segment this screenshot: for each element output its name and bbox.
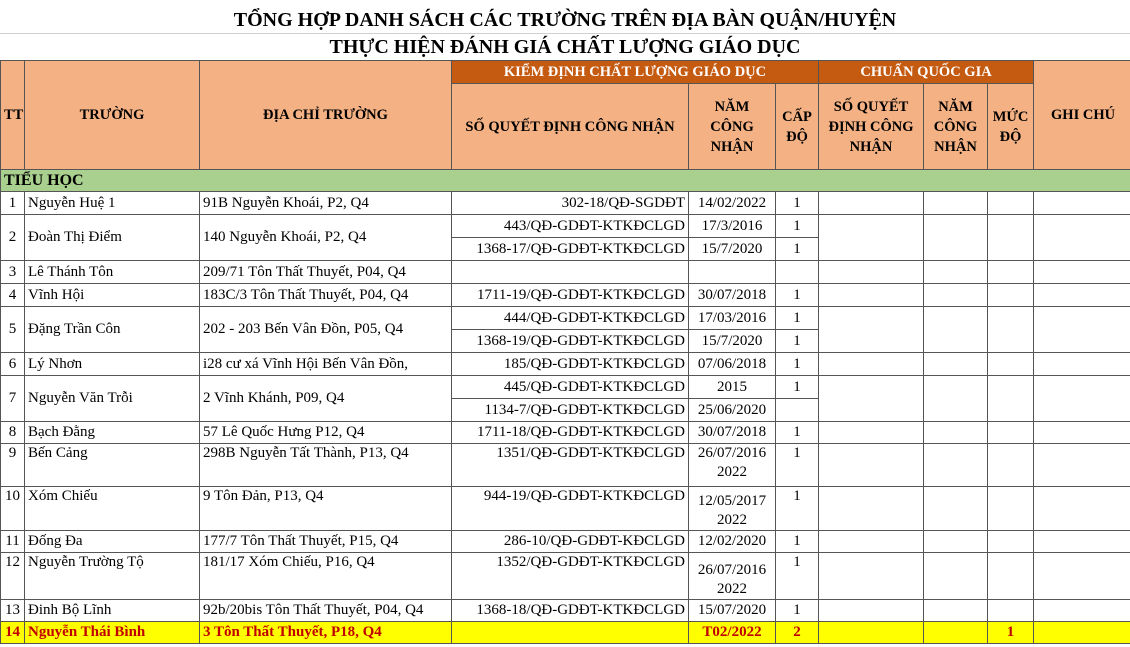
cell-qd: 1352/QĐ-GDĐT-KTKĐCLGD <box>452 553 689 600</box>
header-nam-cong-nhan-cqg: NĂM CÔNG NHẬN <box>924 84 988 170</box>
header-muc-do: MỨC ĐỘ <box>988 84 1034 170</box>
header-tt: TT <box>1 61 25 170</box>
cell-nam: 25/06/2020 <box>689 399 776 422</box>
cell-addr: 2 Vĩnh Khánh, P09, Q4 <box>200 376 452 422</box>
cell-cap: 1 <box>776 238 819 261</box>
cell-cap: 1 <box>776 284 819 307</box>
cell-tt: 4 <box>1 284 25 307</box>
cell-nam: 15/7/2020 <box>689 330 776 353</box>
cell-tt: 12 <box>1 553 25 600</box>
cell-nam: 15/07/2020 <box>689 600 776 622</box>
cell-addr: 9 Tôn Đản, P13, Q4 <box>200 487 452 531</box>
cell-nam <box>689 444 776 487</box>
header-so-quyet-dinh: SỐ QUYẾT ĐỊNH CÔNG NHẬN <box>452 84 689 170</box>
header-nam-cong-nhan: NĂM CÔNG NHẬN <box>689 84 776 170</box>
cell-tt: 7 <box>1 376 25 422</box>
cell-tt: 9 <box>1 444 25 487</box>
cell-name: Lê Thánh Tôn <box>25 261 200 284</box>
cell-nam: 12/02/2020 <box>689 531 776 553</box>
cell-tt: 14 <box>1 622 25 644</box>
cell-name: Đặng Trần Côn <box>25 307 200 353</box>
cell-qd: 944-19/QĐ-GDĐT-KTKĐCLGD <box>452 487 689 531</box>
cell-muc-do: 1 <box>988 622 1034 644</box>
header-cap-do: CẤP ĐỘ <box>776 84 819 170</box>
cell-nam-line2: 2022 <box>717 581 747 597</box>
cell-qd: 445/QĐ-GDĐT-KTKĐCLGD <box>452 376 689 399</box>
cell-addr: 209/71 Tôn Thất Thuyết, P04, Q4 <box>200 261 452 284</box>
cell-tt: 5 <box>1 307 25 353</box>
gridline <box>0 33 1130 34</box>
cell-nam: 2015 <box>689 376 776 399</box>
cell-cap: 1 <box>776 444 819 487</box>
cell-tt: 10 <box>1 487 25 531</box>
cell-nam: 30/07/2018 <box>689 422 776 444</box>
report-title-line-1: TỔNG HỢP DANH SÁCH CÁC TRƯỜNG TRÊN ĐỊA BÀN QUẬN/HUYỆN <box>233 9 897 31</box>
cell-nam: 17/03/2016 <box>689 307 776 330</box>
cell-nam: 15/7/2020 <box>689 238 776 261</box>
cell-addr: 202 - 203 Bến Vân Đồn, P05, Q4 <box>200 307 452 353</box>
cell-cap: 1 <box>776 330 819 353</box>
header-chuan-quoc-gia-group: CHUẨN QUỐC GIA <box>819 61 1034 84</box>
table-row <box>1 422 1130 444</box>
cell-tt: 1 <box>1 192 25 215</box>
header-ghi-chu: GHI CHÚ <box>1034 61 1130 170</box>
cell-qd: 1368-18/QĐ-GDĐT-KTKĐCLGD <box>452 600 689 622</box>
table-row <box>1 192 1130 215</box>
cell-nam <box>689 553 776 600</box>
cell-qd: 444/QĐ-GDĐT-KTKĐCLGD <box>452 307 689 330</box>
cell-addr: i28 cư xá Vĩnh Hội Bến Vân Đồn, <box>200 353 452 376</box>
cell-name: Lý Nhơn <box>25 353 200 376</box>
cell-nam-line1: 26/07/2016 <box>697 562 767 578</box>
cell-addr: 177/7 Tôn Thất Thuyết, P15, Q4 <box>200 531 452 553</box>
cell-qd: 1351/QĐ-GDĐT-KTKĐCLGD <box>452 444 689 487</box>
cell-nam-line2: 2022 <box>717 512 747 528</box>
cell-nam: 14/02/2022 <box>689 192 776 215</box>
cell-nam: T02/2022 <box>689 622 776 644</box>
cell-tt: 13 <box>1 600 25 622</box>
cell-cap: 1 <box>776 353 819 376</box>
cell-name: Nguyễn Huệ 1 <box>25 192 200 215</box>
cell-name: Nguyễn Trường Tộ <box>25 553 200 600</box>
cell-cap: 1 <box>776 531 819 553</box>
cell-name: Đoàn Thị Điểm <box>25 215 200 261</box>
table-row <box>1 487 1130 531</box>
table-row <box>1 215 1130 238</box>
cell-tt: 8 <box>1 422 25 444</box>
table-row <box>1 531 1130 553</box>
cell-name: Xóm Chiếu <box>25 487 200 531</box>
cell-name: Vĩnh Hội <box>25 284 200 307</box>
cell-tt: 11 <box>1 531 25 553</box>
cell-cap: 1 <box>776 553 819 600</box>
table-row <box>1 600 1130 622</box>
cell-name: Đống Đa <box>25 531 200 553</box>
cell-nam-line1: 26/07/2016 <box>697 445 767 461</box>
table-row <box>1 307 1130 330</box>
cell-name: Đinh Bộ Lĩnh <box>25 600 200 622</box>
cell-addr: 57 Lê Quốc Hưng P12, Q4 <box>200 422 452 444</box>
cell-name: Nguyễn Thái Bình <box>25 622 200 644</box>
cell-nam-line1: 12/05/2017 <box>697 493 767 509</box>
cell-qd: 302-18/QĐ-SGDĐT <box>452 192 689 215</box>
table-row-highlighted <box>1 622 1130 644</box>
table-row <box>1 353 1130 376</box>
cell-name: Nguyễn Văn Trỗi <box>25 376 200 422</box>
schools-table <box>0 60 1130 644</box>
cell-qd: 443/QĐ-GDĐT-KTKĐCLGD <box>452 215 689 238</box>
cell-addr: 3 Tôn Thất Thuyết, P18, Q4 <box>200 622 452 644</box>
cell-qd: 1368-17/QĐ-GDĐT-KTKĐCLGD <box>452 238 689 261</box>
header-so-quyet-dinh-cqg: SỐ QUYẾT ĐỊNH CÔNG NHẬN <box>819 84 924 170</box>
header-dia-chi: ĐỊA CHỈ TRƯỜNG <box>200 61 452 170</box>
cell-cap: 1 <box>776 600 819 622</box>
cell-qd: 1711-18/QĐ-GDĐT-KTKĐCLGD <box>452 422 689 444</box>
cell-addr: 92b/20bis Tôn Thất Thuyết, P04, Q4 <box>200 600 452 622</box>
cell-cap: 1 <box>776 192 819 215</box>
cell-nam: 07/06/2018 <box>689 353 776 376</box>
cell-cap: 2 <box>776 622 819 644</box>
cell-name: Bạch Đằng <box>25 422 200 444</box>
cell-qd: 185/QĐ-GDĐT-KTKĐCLGD <box>452 353 689 376</box>
table-row <box>1 261 1130 284</box>
cell-addr: 183C/3 Tôn Thất Thuyết, P04, Q4 <box>200 284 452 307</box>
table-row <box>1 444 1130 487</box>
cell-qd: 1134-7/QĐ-GDĐT-KTKĐCLGD <box>452 399 689 422</box>
cell-cap: 1 <box>776 215 819 238</box>
cell-tt: 3 <box>1 261 25 284</box>
header-kiem-dinh-group: KIỂM ĐỊNH CHẤT LƯỢNG GIÁO DỤC <box>452 61 819 84</box>
cell-tt: 2 <box>1 215 25 261</box>
cell-nam: 17/3/2016 <box>689 215 776 238</box>
section-tieu-hoc: TIỂU HỌC <box>1 170 1130 192</box>
cell-cap: 1 <box>776 376 819 399</box>
cell-qd: 1711-19/QĐ-GDĐT-KTKĐCLGD <box>452 284 689 307</box>
cell-nam: 30/07/2018 <box>689 284 776 307</box>
cell-qd: 1368-19/QĐ-GDĐT-KTKĐCLGD <box>452 330 689 353</box>
cell-cap: 1 <box>776 422 819 444</box>
cell-addr: 181/17 Xóm Chiếu, P16, Q4 <box>200 553 452 600</box>
table-row <box>1 376 1130 399</box>
header-truong: TRƯỜNG <box>25 61 200 170</box>
table-row <box>1 553 1130 600</box>
cell-name: Bến Cảng <box>25 444 200 487</box>
cell-tt: 6 <box>1 353 25 376</box>
cell-addr: 140 Nguyễn Khoái, P2, Q4 <box>200 215 452 261</box>
cell-qd: 286-10/QĐ-GDĐT-KĐCLGD <box>452 531 689 553</box>
cell-addr: 91B Nguyễn Khoái, P2, Q4 <box>200 192 452 215</box>
cell-cap: 1 <box>776 307 819 330</box>
cell-nam-line2: 2022 <box>717 464 747 480</box>
cell-nam <box>689 487 776 531</box>
cell-addr: 298B Nguyễn Tất Thành, P13, Q4 <box>200 444 452 487</box>
report-title-line-2: THỰC HIỆN ĐÁNH GIÁ CHẤT LƯỢNG GIÁO DỤC <box>329 36 801 58</box>
table-row <box>1 284 1130 307</box>
cell-cap: 1 <box>776 487 819 531</box>
